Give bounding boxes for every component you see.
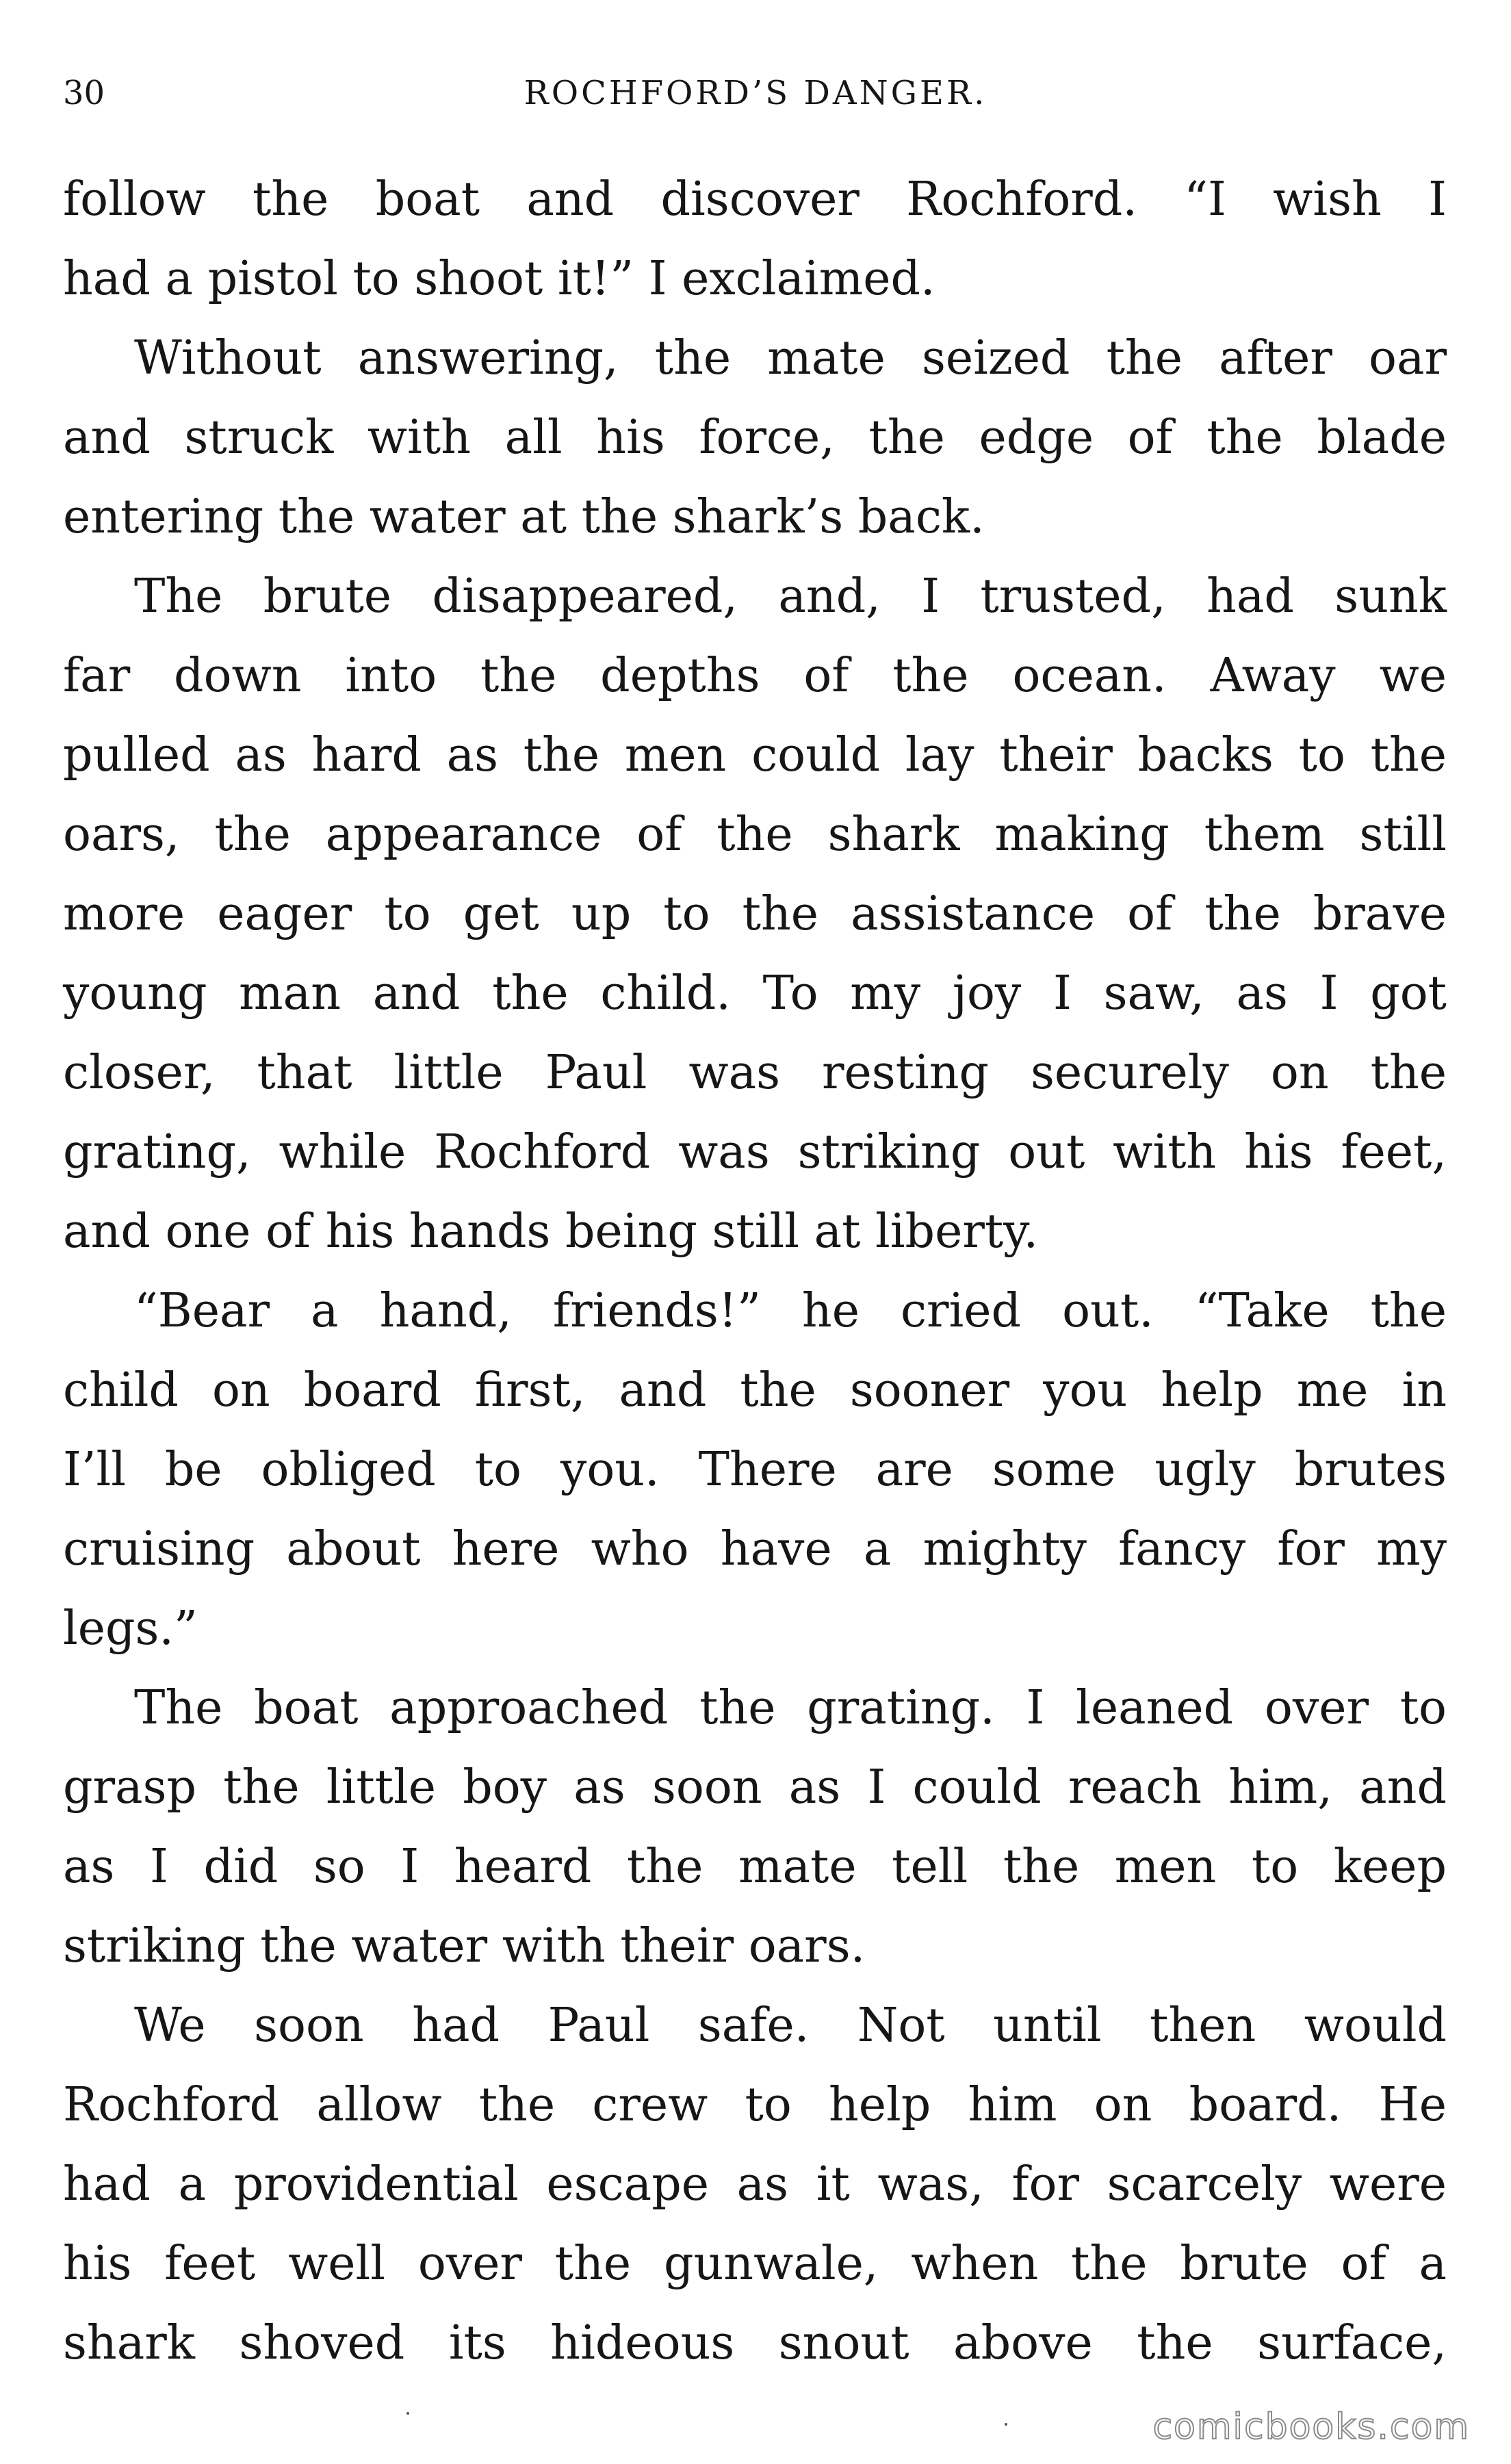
- text-line: as I did so I heard the mate tell the men to keep: [63, 1840, 1447, 1894]
- running-title: ROCHFORD’S DANGER.: [524, 74, 987, 112]
- text-line: closer, that little Paul was resting securely on the: [63, 1046, 1447, 1100]
- text-line: his feet well over the gunwale, when the brute of a: [63, 2237, 1447, 2291]
- text-line: more eager to get up to the assistance of the brave: [63, 887, 1447, 941]
- text-line: follow the boat and discover Rochford. “I wish I: [63, 172, 1447, 227]
- paragraph-1: [63, 160, 1447, 319]
- text-line: legs.”: [63, 1602, 198, 1656]
- paragraph-4: [63, 1272, 1447, 1669]
- print-speck: [1005, 2423, 1007, 2426]
- text-line: oars, the appearance of the shark making them still: [63, 808, 1447, 862]
- text-line: The boat approached the grating. I leaned over to: [134, 1681, 1447, 1735]
- text-line: child on board first, and the sooner you help me in: [63, 1363, 1447, 1417]
- paragraph-5: [63, 1669, 1447, 1986]
- text-line: grating, while Rochford was striking out with his feet,: [63, 1125, 1447, 1179]
- paragraph-2: [63, 319, 1447, 557]
- text-line: Without answering, the mate seized the after oar: [134, 331, 1447, 385]
- text-line: The brute disappeared, and, I trusted, had sunk: [134, 569, 1447, 624]
- paragraph-3: [63, 557, 1447, 1272]
- print-speck: [406, 2412, 409, 2415]
- watermark: comicbooks.com: [1152, 2407, 1470, 2448]
- text-line: entering the water at the shark’s back.: [63, 490, 985, 544]
- text-line: had a providential escape as it was, for scarcely were: [63, 2157, 1447, 2211]
- text-line: and struck with all his force, the edge of the blade: [63, 411, 1447, 465]
- paragraph-6: [63, 1986, 1447, 2383]
- text-line: shark shoved its hideous snout above the surface,: [63, 2316, 1447, 2370]
- text-line: and one of his hands being still at liberty.: [63, 1205, 1039, 1259]
- text-line: grasp the little boy as soon as I could reach him, and: [63, 1760, 1447, 1814]
- page-number: 30: [63, 74, 105, 112]
- page-header: [63, 66, 1448, 120]
- text-line: pulled as hard as the men could lay their backs to the: [63, 728, 1447, 782]
- text-line: Rochford allow the crew to help him on board. He: [63, 2078, 1447, 2132]
- text-line: had a pistol to shoot it!” I exclaimed.: [63, 252, 935, 306]
- text-line: cruising about here who have a mighty fancy for my: [63, 1522, 1447, 1576]
- text-line: “Bear a hand, friends!” he cried out. “Take the: [134, 1284, 1447, 1338]
- text-line: young man and the child. To my joy I saw, as I got: [63, 966, 1447, 1021]
- text-line: I’ll be obliged to you. There are some ugly brutes: [63, 1443, 1447, 1497]
- body-text: [63, 160, 1447, 2383]
- text-line: striking the water with their oars.: [63, 1919, 866, 1973]
- text-line: We soon had Paul safe. Not until then would: [134, 1999, 1447, 2053]
- text-line: far down into the depths of the ocean. Away we: [63, 649, 1447, 703]
